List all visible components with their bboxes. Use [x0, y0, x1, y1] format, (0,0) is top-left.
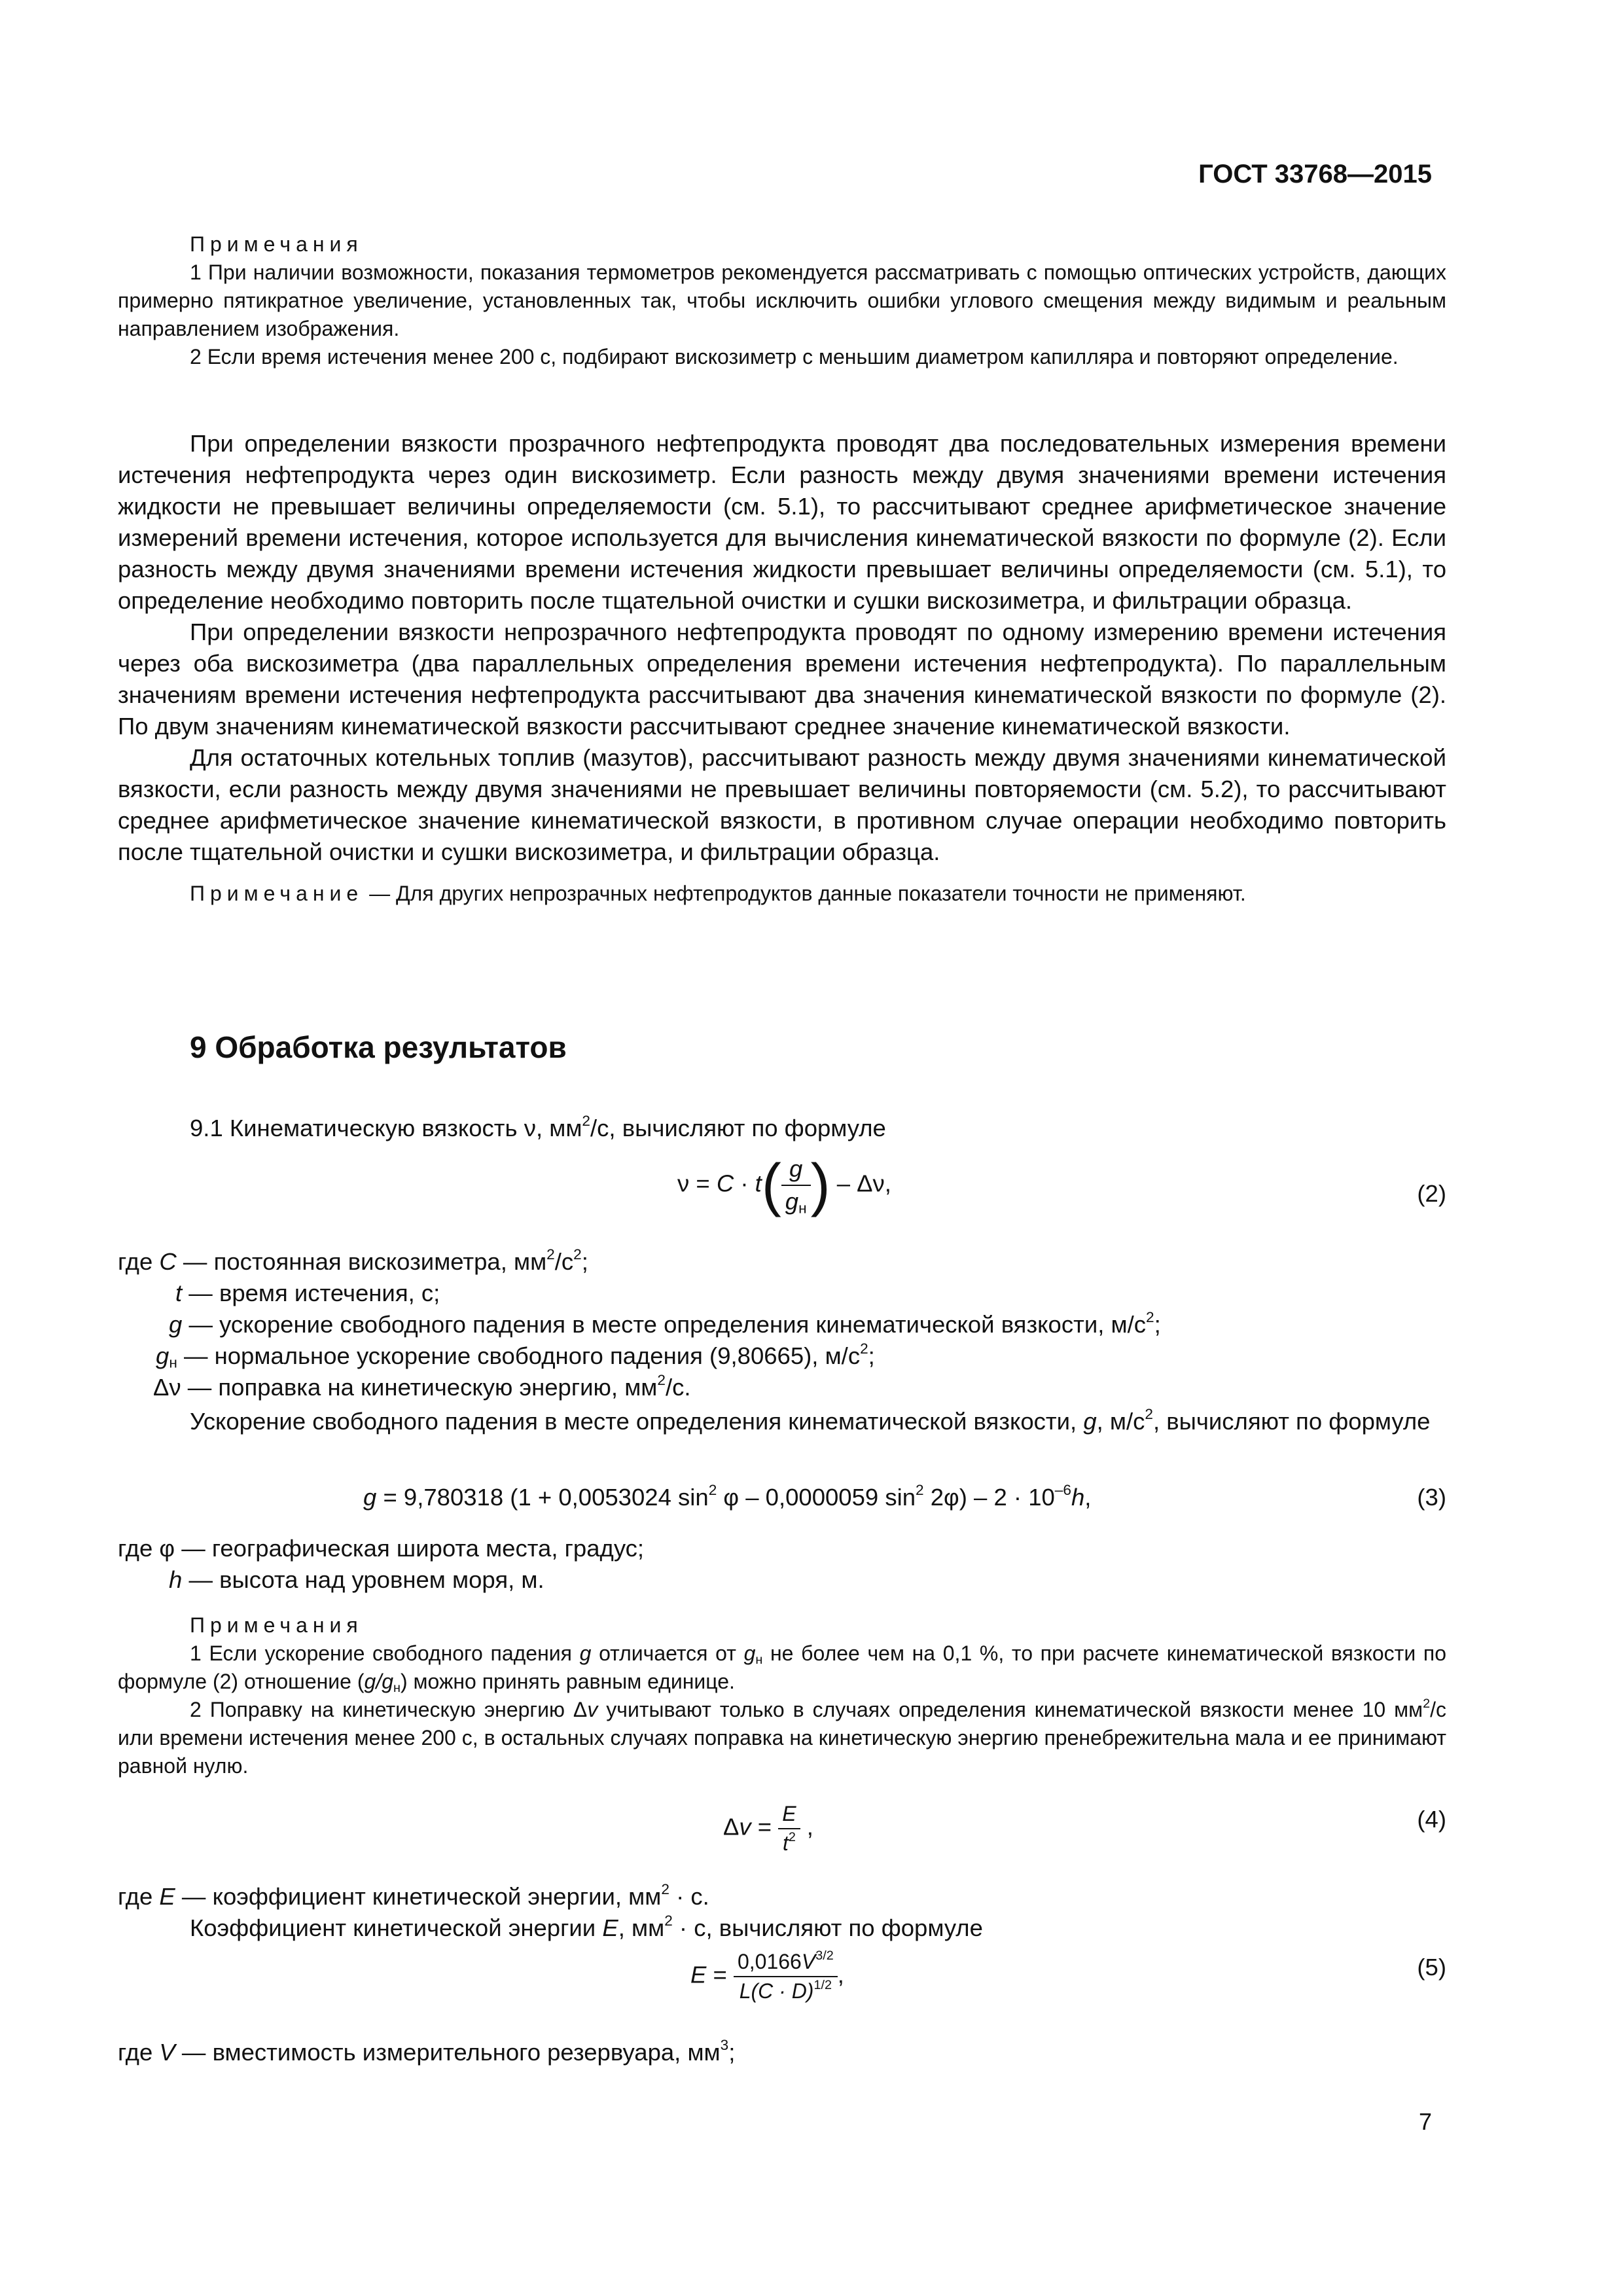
section-heading: 9 Обработка результатов [190, 1030, 567, 1064]
where-row: h — высота над уровнем моря, м. [169, 1566, 544, 1593]
fraction: $\frac{0,0166V^{3/2}}{L(C \cdot D)^{1/2}}$ [734, 1948, 838, 2005]
page-number: 7 [1418, 2108, 1432, 2135]
where-row: Δν — поправка на кинетическую энергию, $мм^2/с$. [153, 1372, 691, 1401]
where-row: где E — коэффициент кинетической энергии, $мм^2 \cdot с$. [118, 1881, 709, 1910]
notes-title: Примечания [190, 232, 363, 256]
note-text: — Для других непрозрачных нефтепродуктов данные показатели точности не применяют. [363, 882, 1246, 905]
formula-4: Δv = $\frac{E}{t^2}$ , (4) [118, 1800, 1446, 1892]
where-list-4 [118, 1881, 1446, 1944]
note-item: 1 Если ускорение свободного падения g отличается от $g_н$ не более чем на 0,1 %, то при расчете кинематической вязкости по формуле (2) отношение $(g/g_н)$ можно принять равным единице. [118, 1641, 1447, 1695]
fraction: $\frac{E}{t^2}$ [778, 1800, 800, 1857]
nu-symbol: ν [524, 1115, 536, 1141]
where-row: $g_н$ — нормальное ускорение свободного падения (9,80665), $м/с^2$; [156, 1340, 875, 1371]
where-list-5 [118, 2037, 1446, 2068]
paragraph: При определении вязкости непрозрачного нефтепродукта проводят по одному измерению времени истечения через оба вискозиметра (два параллельных определения времени истечения нефтепродукта). По параллельным значениям времени истечения нефтепродукта рассчитывают два значения кинематической вязкости по формуле (2). По двум значениям кинематической вязкости рассчитывают среднее значение кинематической вязкости. [118, 619, 1446, 740]
where-list-2 [118, 1246, 1446, 1403]
formula-number: (3) [1417, 1484, 1446, 1511]
paragraph: При определении вязкости прозрачного нефтепродукта проводят два последовательных измерения времени истечения нефтепродукта через один вискозиметр. Если разность между двумя значениями времени истечения жидкости не превышает величины определяемости (см. 5.1), то рассчитывают среднее арифметическое значение измерений времени истечения, которое используется для вычисления кинематической вязкости по формуле (2). Если разность между двумя значениями времени истечения жидкости превышает величины определяемости (см. 5.1), то определение необходимо повторить после тщательной очистки и сушки вискозиметра, и фильтрации образца. [118, 430, 1446, 614]
note-item: 1 При наличии возможности, показания термометров рекомендуется рассматривать с помощью оптических устройств, дающих примерно пятикратное увеличение, установленных так, чтобы исключить ошибки углового смещения между видимым и реальным направлением изображения. [118, 260, 1446, 340]
clause-9-1: 9.1 Кинематическую вязкость ν, $мм^2/с$, вычисляют по формуле [190, 1113, 886, 1141]
formula-3: g = 9,780318 (1 + 0,0053024 $\sin^2 \varphi - 0,0000059$ $\sin^2 2\varphi) - 2 \cdot 10^{-6}h$, (3) [118, 1482, 1446, 1521]
where-row: t — время истечения, с; [175, 1280, 440, 1306]
formula-number: (2) [1417, 1180, 1446, 1207]
note-label: Примечание [190, 882, 364, 905]
energy-paragraph: Коэффициент кинетической энергии E, $мм^2 \cdot с$, вычисляют по формуле [190, 1912, 983, 1941]
where-row: где V — вместимость измерительного резервуара, $мм^3$; [118, 2037, 736, 2066]
gravity-paragraph: Ускорение свободного падения в месте определения кинематической вязкости, g, $м/с^2$, вычисляют по формуле [190, 1406, 1431, 1435]
where-row: g — ускорение свободного падения в месте определения кинематической вязкости, $м/с^2$; [169, 1309, 1161, 1338]
formula-2: ν = C · t( $\frac{g}{g_н}$ ) – Δν, (2) [677, 1153, 1446, 1218]
notes-block-1 [118, 230, 1446, 371]
where-list-3 [118, 1533, 1446, 1596]
where-row: где C — постоянная вискозиметра, $мм^2/с^2$; [118, 1246, 588, 1275]
fraction: $\frac{g}{g_н}$ [781, 1153, 811, 1217]
where-row: где φ — географическая широта места, градус; [118, 1535, 645, 1562]
note-item: 2 Поправку на кинетическую энергию Δv учитывают только в случаях определения кинематической вязкости менее 10 $мм^2/с$ или времени истечения менее 200 с, в остальных случаях поправка на кинетическую энергию пренебрежительна мала и ее принимают равной нулю. [118, 1696, 1447, 1778]
formula-5: E = $\frac{0,0166V^{3/2}}{L(C \cdot D)^{1/2}}$ , (5) [118, 1948, 1446, 2039]
document-id: ГОСТ 33768—2015 [1198, 160, 1432, 188]
body-text [118, 428, 1446, 908]
notes-title: Примечания [190, 1613, 363, 1637]
single-note [118, 880, 1446, 908]
notes-block-2 [118, 1611, 1446, 1780]
note-item: 2 Если время истечения менее 200 с, подбирают вискозиметр с меньшим диаметром капилляра и повторяют определение. [190, 345, 1399, 368]
paragraph: Для остаточных котельных топлив (мазутов), рассчитывают разность между двумя значениями кинематической вязкости, если разность между двумя значениями не превышает величины повторяемости (см. 5.2), то рассчитывают среднее арифметическое значение кинематической вязкости, в противном случае операции необходимо повторить после тщательной очистки и сушки вискозиметра, и фильтрации образца. [118, 744, 1446, 865]
formula-number: (4) [1417, 1806, 1446, 1833]
formula-number: (5) [1417, 1954, 1446, 1981]
